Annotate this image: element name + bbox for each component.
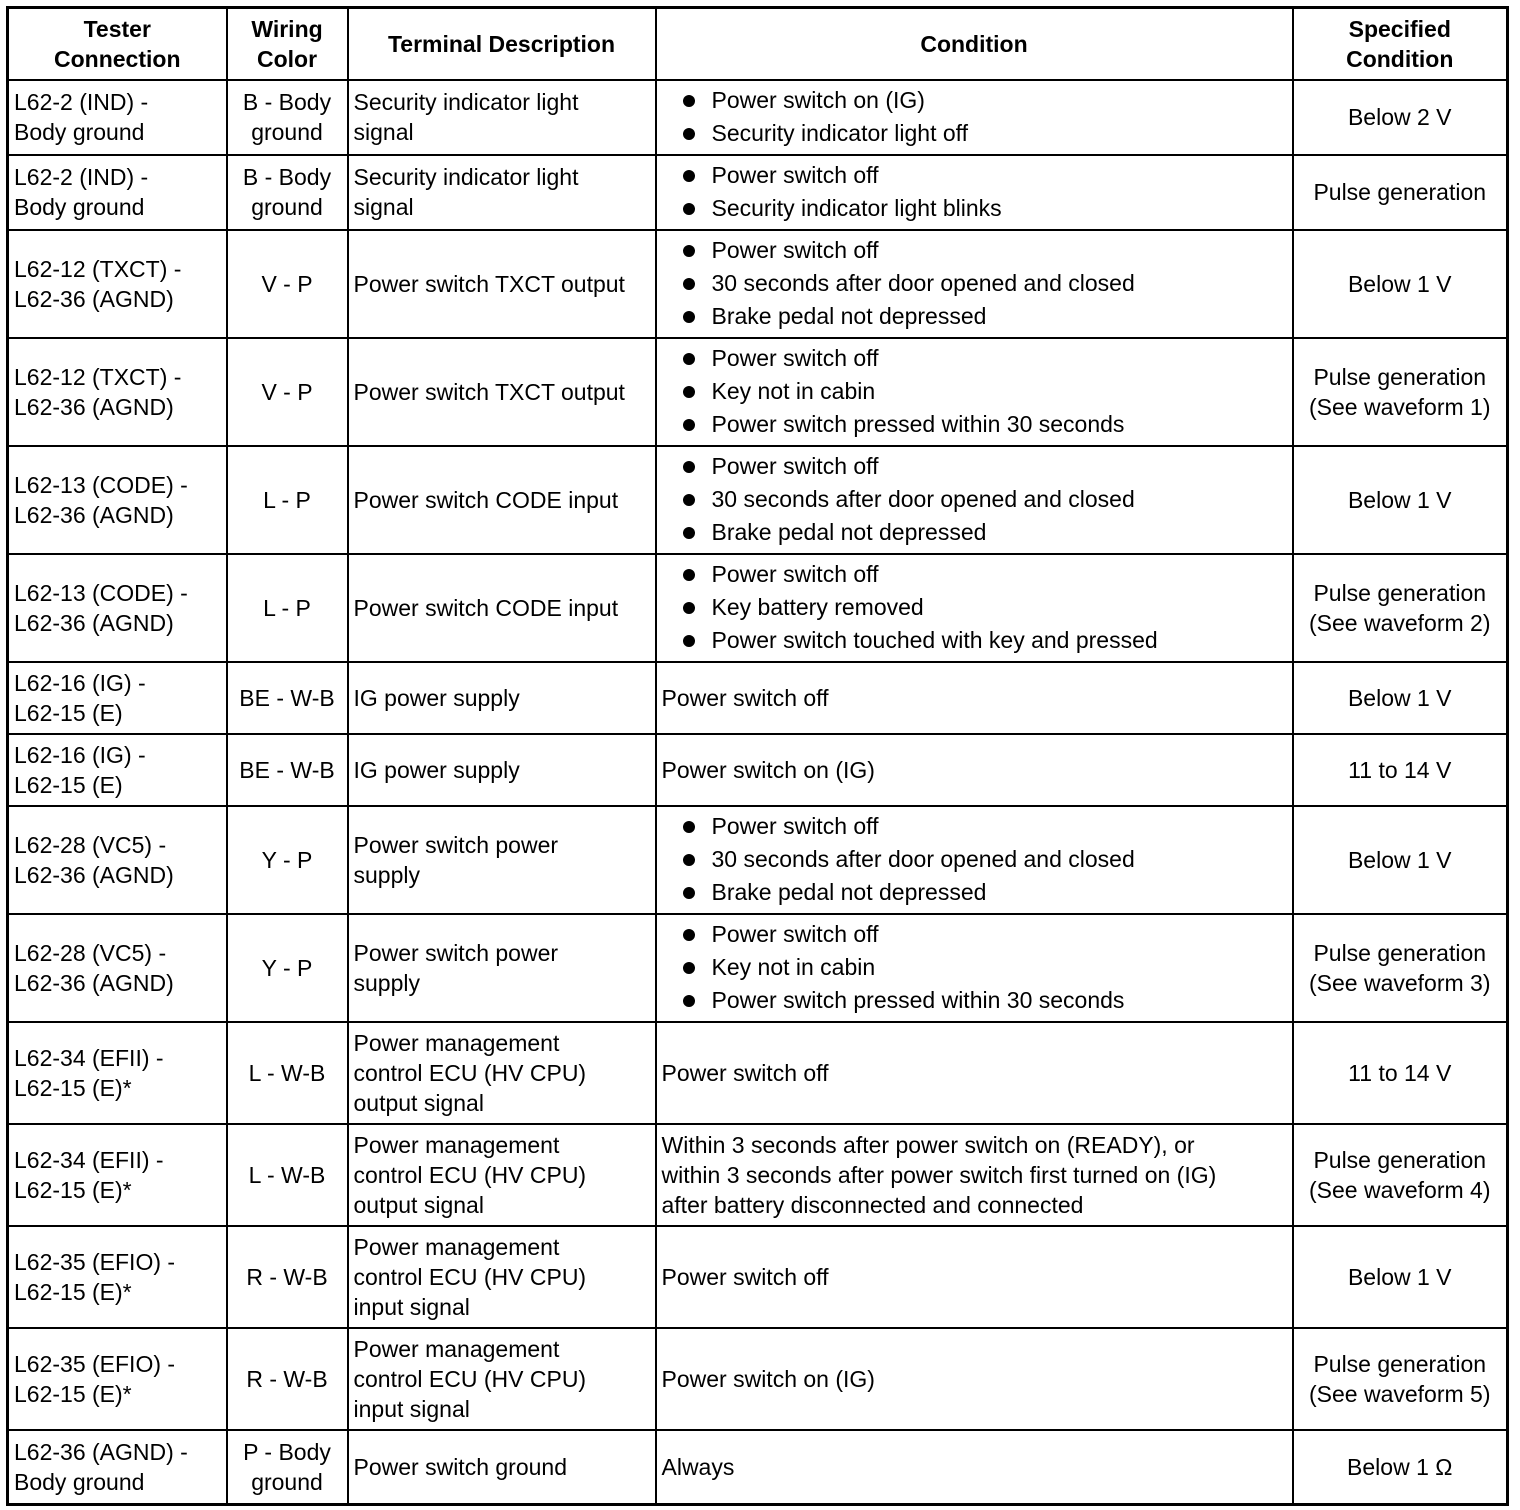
condition-item: Brake pedal not depressed	[662, 516, 1287, 549]
tester-connection-cell: L62-13 (CODE) - L62-36 (AGND)	[8, 554, 227, 662]
terminal-description-cell: IG power supply	[348, 662, 656, 734]
specified-condition-cell: Pulse generation	[1293, 155, 1508, 230]
terminal-description-cell: Power management control ECU (HV CPU) input signal	[348, 1226, 656, 1328]
condition-cell: Power switch on (IG)	[656, 1328, 1293, 1430]
terminal-description-cell: Security indicator light signal	[348, 80, 656, 155]
wiring-color-cell: BE - W-B	[227, 734, 348, 806]
header-terminal-description: Terminal Description	[348, 8, 656, 80]
specified-condition-cell: Pulse generation (See waveform 1)	[1293, 338, 1508, 446]
table-row	[8, 1226, 1508, 1328]
condition-item: Power switch pressed within 30 seconds	[662, 408, 1287, 441]
wiring-color-cell: L - W-B	[227, 1124, 348, 1226]
condition-item: Key battery removed	[662, 591, 1287, 624]
terminal-description-cell: Power switch CODE input	[348, 554, 656, 662]
tester-connection-cell: L62-16 (IG) - L62-15 (E)	[8, 662, 227, 734]
condition-item: Power switch off	[662, 342, 1287, 375]
condition-cell: Power switch on (IG)	[656, 734, 1293, 806]
table-row	[8, 914, 1508, 1022]
specified-condition-cell: 11 to 14 V	[1293, 1022, 1508, 1124]
tester-connection-cell: L62-13 (CODE) - L62-36 (AGND)	[8, 446, 227, 554]
condition-list	[662, 84, 1287, 150]
condition-item: 30 seconds after door opened and closed	[662, 843, 1287, 876]
specified-condition-cell: Below 1 V	[1293, 662, 1508, 734]
condition-list	[662, 159, 1287, 225]
specified-condition-cell: Below 1 Ω	[1293, 1430, 1508, 1505]
table-header	[8, 8, 1508, 80]
specified-condition-cell: Below 2 V	[1293, 80, 1508, 155]
terminal-description-cell: Power switch TXCT output	[348, 338, 656, 446]
header-wiring-color: Wiring Color	[227, 8, 348, 80]
condition-list	[662, 558, 1287, 657]
wiring-color-cell: V - P	[227, 230, 348, 338]
terminal-description-cell: Power switch CODE input	[348, 446, 656, 554]
specified-condition-cell: Below 1 V	[1293, 230, 1508, 338]
tester-connection-cell: L62-35 (EFIO) - L62-15 (E)*	[8, 1328, 227, 1430]
table-row	[8, 80, 1508, 155]
terminal-description-cell: Power switch power supply	[348, 914, 656, 1022]
tester-connection-cell: L62-2 (IND) - Body ground	[8, 80, 227, 155]
condition-list	[662, 918, 1287, 1017]
wiring-color-cell: Y - P	[227, 806, 348, 914]
tester-connection-cell: L62-36 (AGND) - Body ground	[8, 1430, 227, 1505]
specified-condition-cell: Below 1 V	[1293, 1226, 1508, 1328]
tester-connection-cell: L62-2 (IND) - Body ground	[8, 155, 227, 230]
specified-condition-cell: Pulse generation (See waveform 3)	[1293, 914, 1508, 1022]
wiring-color-cell: L - P	[227, 446, 348, 554]
terminal-description-cell: Security indicator light signal	[348, 155, 656, 230]
specified-condition-cell: Below 1 V	[1293, 806, 1508, 914]
tester-connection-cell: L62-12 (TXCT) - L62-36 (AGND)	[8, 338, 227, 446]
condition-cell	[656, 338, 1293, 446]
terminal-description-cell: IG power supply	[348, 734, 656, 806]
condition-item: Power switch on (IG)	[662, 84, 1287, 117]
specified-condition-cell: Pulse generation (See waveform 5)	[1293, 1328, 1508, 1430]
tester-connection-cell: L62-28 (VC5) - L62-36 (AGND)	[8, 914, 227, 1022]
tester-connection-cell: L62-34 (EFII) - L62-15 (E)*	[8, 1022, 227, 1124]
header-condition: Condition	[656, 8, 1293, 80]
table-row	[8, 155, 1508, 230]
condition-item: Key not in cabin	[662, 375, 1287, 408]
tester-connection-cell: L62-35 (EFIO) - L62-15 (E)*	[8, 1226, 227, 1328]
table-row	[8, 662, 1508, 734]
table-row	[8, 1328, 1508, 1430]
specified-condition-cell: 11 to 14 V	[1293, 734, 1508, 806]
condition-cell	[656, 155, 1293, 230]
tester-connection-cell: L62-34 (EFII) - L62-15 (E)*	[8, 1124, 227, 1226]
terminal-description-cell: Power management control ECU (HV CPU) output signal	[348, 1022, 656, 1124]
specified-condition-cell: Below 1 V	[1293, 446, 1508, 554]
condition-cell	[656, 230, 1293, 338]
wiring-color-cell: R - W-B	[227, 1226, 348, 1328]
condition-item: Power switch pressed within 30 seconds	[662, 984, 1287, 1017]
condition-list	[662, 234, 1287, 333]
tester-connection-cell: L62-16 (IG) - L62-15 (E)	[8, 734, 227, 806]
condition-item: Power switch off	[662, 234, 1287, 267]
terminal-description-cell: Power switch TXCT output	[348, 230, 656, 338]
table-row	[8, 230, 1508, 338]
condition-list	[662, 810, 1287, 909]
wiring-color-cell: R - W-B	[227, 1328, 348, 1430]
condition-cell	[656, 80, 1293, 155]
specified-condition-cell: Pulse generation (See waveform 4)	[1293, 1124, 1508, 1226]
terminal-description-cell: Power switch power supply	[348, 806, 656, 914]
condition-cell: Power switch off	[656, 1226, 1293, 1328]
condition-item: Power switch off	[662, 810, 1287, 843]
table-body	[8, 80, 1508, 1505]
wiring-color-cell: Y - P	[227, 914, 348, 1022]
condition-item: Brake pedal not depressed	[662, 300, 1287, 333]
header-tester-connection: Tester Connection	[8, 8, 227, 80]
condition-list	[662, 342, 1287, 441]
table-row	[8, 1430, 1508, 1505]
terminal-spec-table	[6, 6, 1509, 1506]
condition-item: Power switch off	[662, 918, 1287, 951]
tester-connection-cell: L62-28 (VC5) - L62-36 (AGND)	[8, 806, 227, 914]
header-specified-condition: Specified Condition	[1293, 8, 1508, 80]
table-row	[8, 734, 1508, 806]
condition-cell: Power switch off	[656, 1022, 1293, 1124]
wiring-color-cell: P - Body ground	[227, 1430, 348, 1505]
condition-item: Power switch touched with key and pressed	[662, 624, 1287, 657]
condition-list	[662, 450, 1287, 549]
wiring-color-cell: B - Body ground	[227, 80, 348, 155]
table-row	[8, 806, 1508, 914]
condition-item: Security indicator light blinks	[662, 192, 1287, 225]
condition-item: Power switch off	[662, 450, 1287, 483]
condition-cell	[656, 914, 1293, 1022]
condition-item: Key not in cabin	[662, 951, 1287, 984]
table-row	[8, 1022, 1508, 1124]
condition-item: Security indicator light off	[662, 117, 1287, 150]
condition-cell: Always	[656, 1430, 1293, 1505]
condition-item: Power switch off	[662, 558, 1287, 591]
wiring-color-cell: L - P	[227, 554, 348, 662]
terminal-description-cell: Power switch ground	[348, 1430, 656, 1505]
wiring-color-cell: B - Body ground	[227, 155, 348, 230]
condition-cell	[656, 554, 1293, 662]
condition-cell	[656, 806, 1293, 914]
header-row	[8, 8, 1508, 80]
condition-cell	[656, 446, 1293, 554]
condition-cell: Power switch off	[656, 662, 1293, 734]
table-row	[8, 446, 1508, 554]
condition-cell: Within 3 seconds after power switch on (READY), or within 3 seconds after power switch first turned on (IG) after battery disconnected and connected	[656, 1124, 1293, 1226]
tester-connection-cell: L62-12 (TXCT) - L62-36 (AGND)	[8, 230, 227, 338]
table-row	[8, 1124, 1508, 1226]
wiring-color-cell: BE - W-B	[227, 662, 348, 734]
table-row	[8, 554, 1508, 662]
condition-item: 30 seconds after door opened and closed	[662, 267, 1287, 300]
wiring-color-cell: V - P	[227, 338, 348, 446]
condition-item: Power switch off	[662, 159, 1287, 192]
terminal-description-cell: Power management control ECU (HV CPU) output signal	[348, 1124, 656, 1226]
table-row	[8, 338, 1508, 446]
condition-item: 30 seconds after door opened and closed	[662, 483, 1287, 516]
specified-condition-cell: Pulse generation (See waveform 2)	[1293, 554, 1508, 662]
terminal-description-cell: Power management control ECU (HV CPU) input signal	[348, 1328, 656, 1430]
condition-item: Brake pedal not depressed	[662, 876, 1287, 909]
wiring-color-cell: L - W-B	[227, 1022, 348, 1124]
